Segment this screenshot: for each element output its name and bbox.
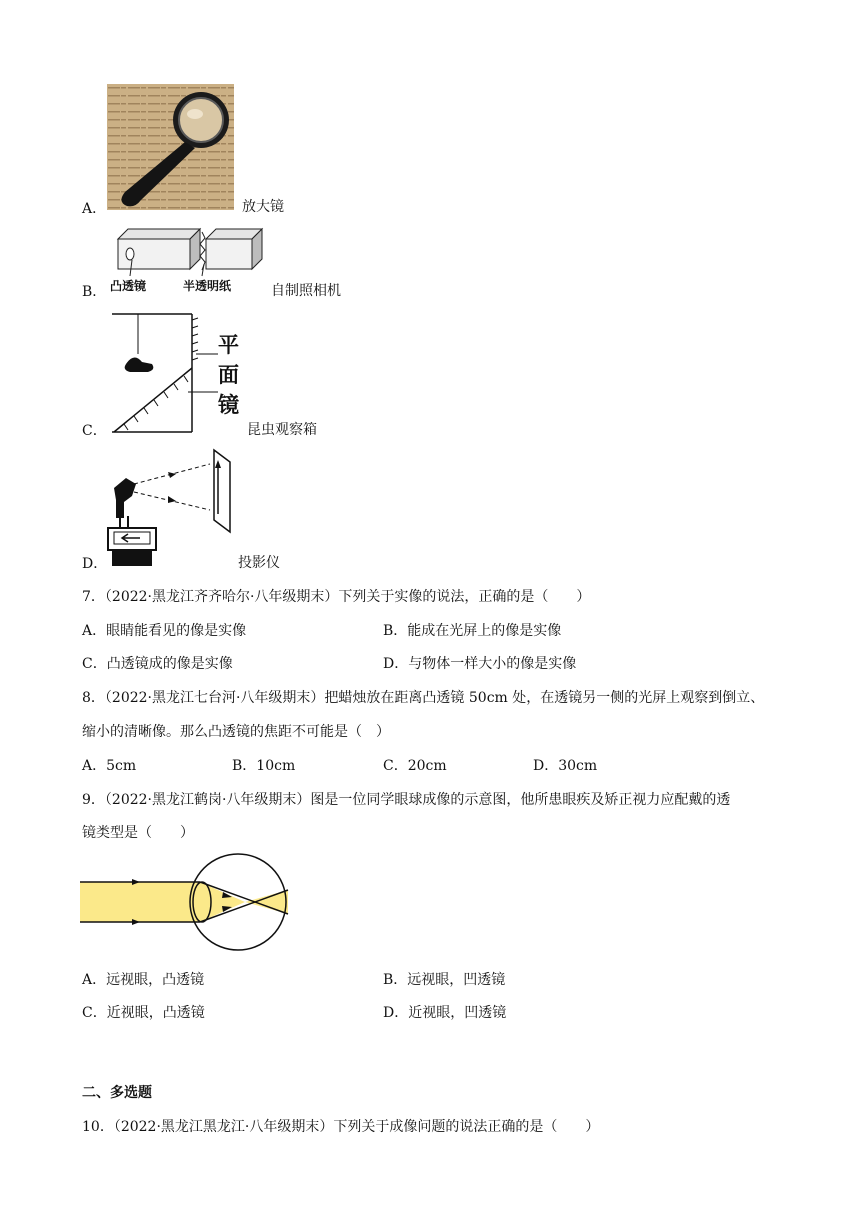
- section-heading: 二、多选题: [82, 1085, 152, 1101]
- q7-stem: 7．（2022·黑龙江齐齐哈尔·八年级期末）下列关于实像的说法，正确的是（ ）: [82, 589, 591, 605]
- q8-option-d[interactable]: D．30cm: [533, 758, 598, 774]
- q9-stem-line1: 9．（2022·黑龙江鹤岗·八年级期末）图是一位同学眼球成像的示意图，他所患眼疾及矫正视力应配戴的透: [82, 792, 731, 808]
- magnifier-photo: [107, 84, 234, 210]
- q7-option-b[interactable]: B．能成在光屏上的像是实像: [383, 623, 562, 639]
- option-c-letter: C．: [82, 423, 107, 439]
- option-d-letter: D．: [82, 556, 108, 572]
- q9-stem-line2: 镜类型是（ ）: [82, 825, 194, 841]
- q8-option-c[interactable]: C．20cm: [383, 758, 447, 774]
- mirror-label-3: 镜: [218, 393, 239, 417]
- q8-stem-line1: 8．（2022·黑龙江七台河·八年级期末）把蜡烛放在距离凸透镜 50cm 处，在透镜另一侧的光屏上观察到倒立、: [82, 690, 765, 706]
- q7-option-a[interactable]: A．眼睛能看见的像是实像: [82, 623, 247, 639]
- insect-box-diagram: [108, 312, 248, 434]
- option-a-caption: 放大镜: [242, 199, 284, 215]
- paper-label: 半透明纸: [183, 279, 232, 293]
- q8-option-a[interactable]: A．5cm: [82, 758, 137, 774]
- mirror-label-2: 面: [218, 363, 239, 387]
- q9-option-d[interactable]: D．近视眼，凹透镜: [383, 1005, 507, 1021]
- mirror-label-1: 平: [218, 333, 239, 357]
- eye-diagram: [80, 852, 290, 954]
- q7-option-d[interactable]: D．与物体一样大小的像是实像: [383, 656, 577, 672]
- projector-diagram: [104, 448, 234, 570]
- option-b-caption: 自制照相机: [271, 283, 341, 299]
- q9-option-c[interactable]: C．近视眼，凸透镜: [82, 1005, 205, 1021]
- option-b-letter: B．: [82, 284, 107, 300]
- q9-option-a[interactable]: A．远视眼，凸透镜: [82, 972, 205, 988]
- homemade-camera-diagram: [108, 224, 268, 296]
- q9-option-b[interactable]: B．远视眼，凹透镜: [383, 972, 506, 988]
- q7-option-c[interactable]: C．凸透镜成的像是实像: [82, 656, 233, 672]
- option-a-letter: A．: [82, 201, 107, 217]
- option-d-caption: 投影仪: [238, 555, 280, 571]
- option-c-caption: 昆虫观察箱: [247, 422, 317, 438]
- q8-stem-line2: 缩小的清晰像。那么凸透镜的焦距不可能是（ ）: [82, 724, 390, 740]
- q8-option-b[interactable]: B．10cm: [232, 758, 296, 774]
- q10-stem: 10．（2022·黑龙江黑龙江·八年级期末）下列关于成像问题的说法正确的是（ ）: [82, 1119, 600, 1135]
- lens-label: 凸透镜: [110, 279, 147, 293]
